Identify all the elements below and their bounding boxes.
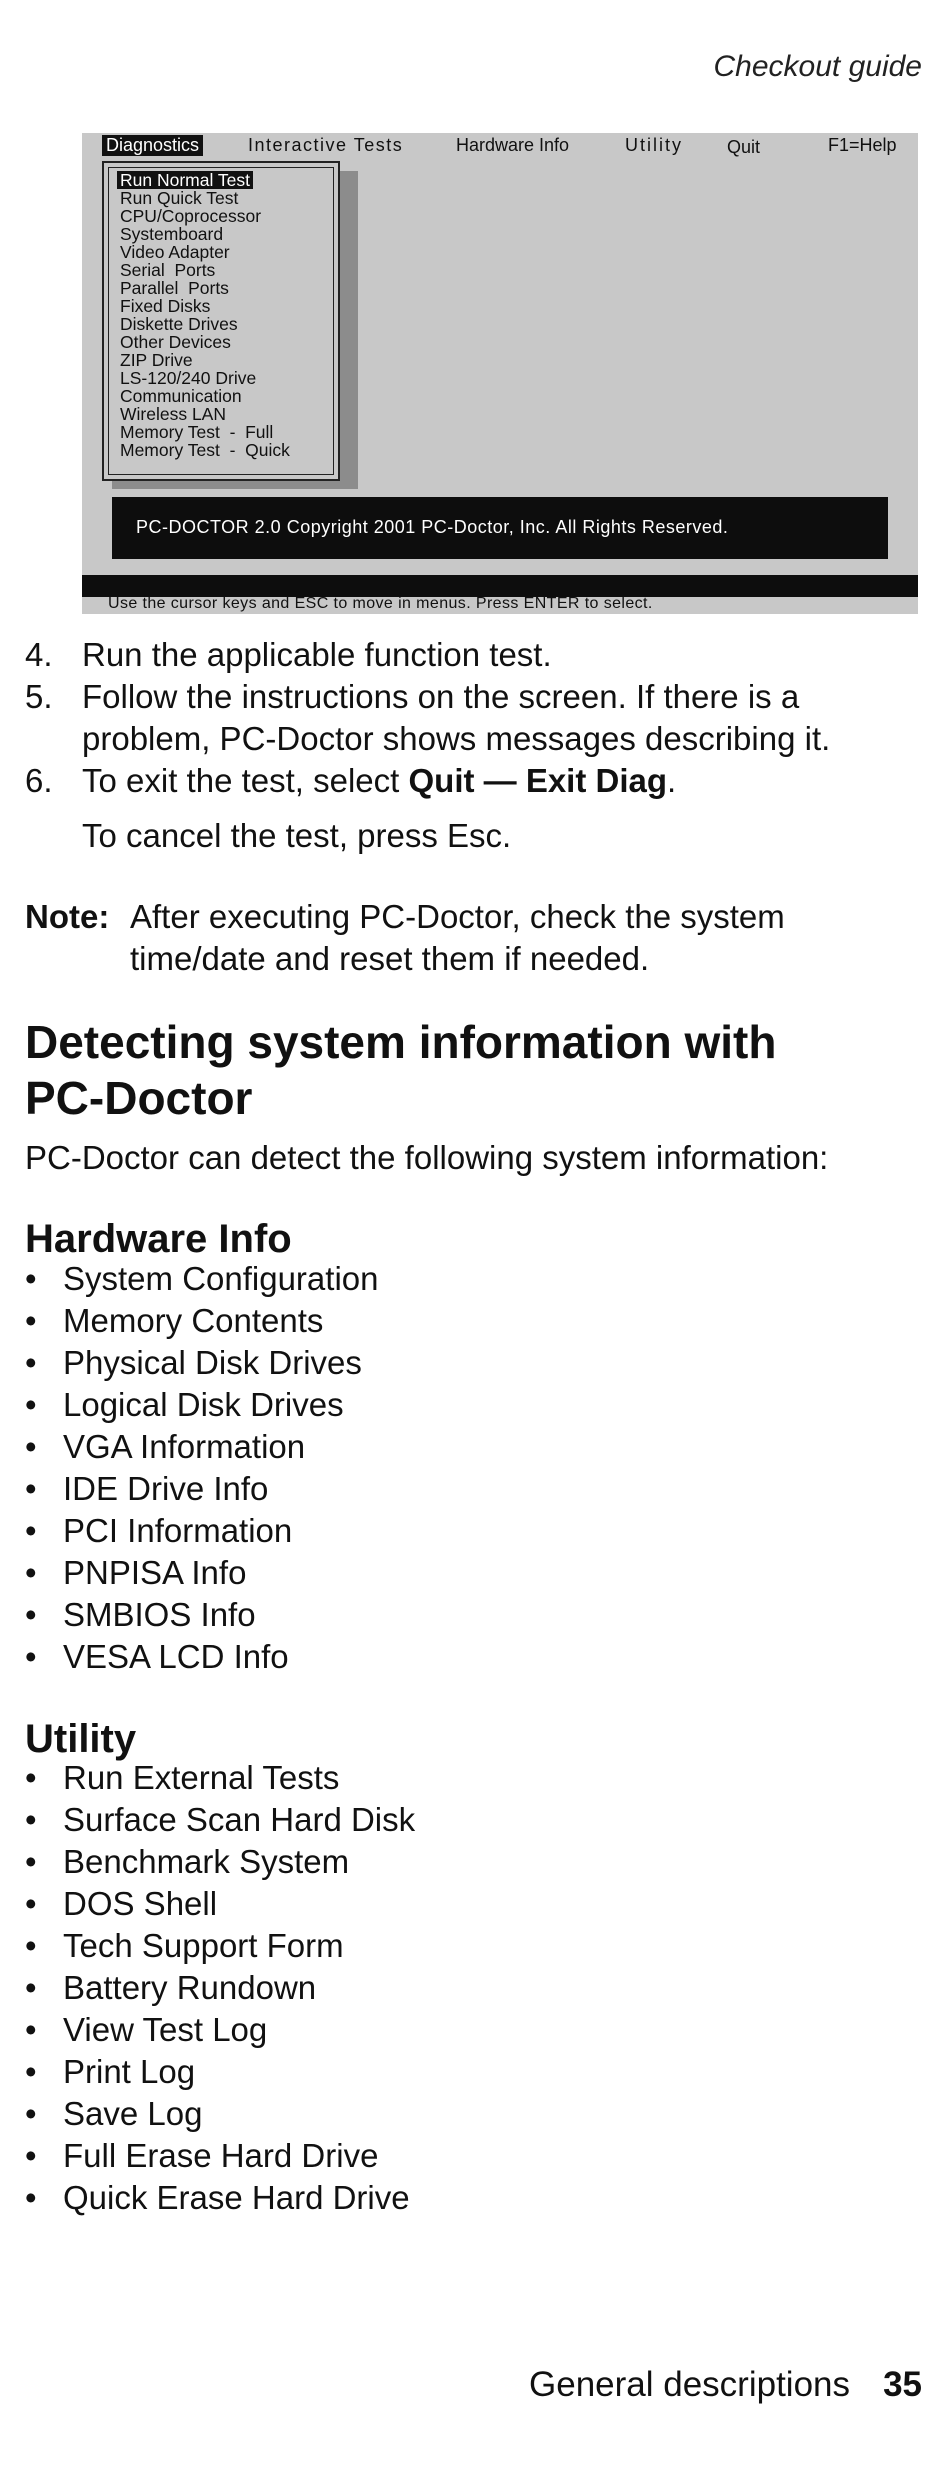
intro-text: PC-Doctor can detect the following system information: (25, 1139, 829, 1176)
section-title: PC-Doctor (25, 1072, 253, 1124)
cancel-text: To cancel the test, press Esc. (82, 817, 512, 854)
hardware-info-heading: Hardware Info (25, 1217, 292, 1261)
menu-help: F1=Help (828, 135, 897, 155)
menu-quit: Quit (727, 137, 761, 157)
copyright-banner (112, 497, 888, 559)
dropdown-item: CPU/Coprocessor (120, 206, 262, 226)
dropdown-item: Wireless LAN (120, 404, 226, 424)
step-number: 6. (25, 762, 53, 799)
menu-diagnostics: Diagnostics (102, 135, 203, 156)
dropdown-item: Run Quick Test (120, 188, 239, 208)
note-label: Note: (25, 898, 110, 935)
menu-hardware-info: Hardware Info (456, 135, 570, 155)
menu-bar (82, 133, 918, 159)
step-number: 5. (25, 678, 53, 715)
diagnostics-dropdown (102, 161, 340, 481)
manual-page: Checkout guide Diagnostics Interactive Tests Hardware Info Utility Quit F1=Help Run Normal Test Run Quick Test CPU/Coprocessor Systemboard Video Adapter Serial Ports Parallel Ports Fixed Disks Diskette Drives Other Devices ZIP Drive LS-120/240 Drive Communication Wireless LAN Memory Test - Full Memory Test - Quick PC-DOCTOR 2.0 Copyright 2001 PC-Doctor, Inc. All Rights Reserved. Use the cursor keys and ESC to move in menus. Press ENTER to select. 4. Run the applicable function test. 5. Follow the instructions on the screen. If there is a problem, PC-Doctor shows messages describing it. 6. To exit the test, select Quit — Exit Diag. To cancel the test, press Esc. Note: After executing PC-Doctor, check the system time/date and reset them if needed. Detecting system information with PC-Doctor PC-Doctor can detect the following system information: Hardware Info • System Configuration • Memory Contents • Physical Disk Drives • Logical Disk Drives • VGA Information • IDE Drive Info • PCI Information • PNPISA Info • SMBIOS Info • VESA LCD Info Utility • Run External Tests • Surface Scan Hard Disk • Benchmark System • DOS Shell • Tech Support Form • Battery Rundown • View Test Log • Print Log • Save Log • Full Erase Hard Drive • Quick Erase Hard Drive General descriptions 35 (25, 50, 922, 2404)
step-text: problem, PC-Doctor shows messages describing it. (82, 720, 831, 757)
dropdown-item: LS-120/240 Drive (120, 368, 257, 388)
note-text: After executing PC-Doctor, check the system (130, 898, 785, 935)
step-text: Follow the instructions on the screen. If there is a (82, 678, 800, 715)
menu-utility: Utility (625, 135, 683, 155)
dropdown-item: Memory Test - Full (120, 422, 274, 442)
step-text: Run the applicable function test. (82, 636, 552, 673)
dropdown-item: Systemboard (120, 224, 224, 244)
utility-heading: Utility (25, 1717, 137, 1761)
dropdown-item: Communication (120, 386, 242, 406)
dropdown-item: Fixed Disks (120, 296, 211, 316)
menu-path: Quit — Exit Diag (408, 762, 668, 799)
dropdown-item: Video Adapter (120, 242, 230, 262)
step-text: To exit the test, select Quit — Exit Diag. (82, 762, 677, 799)
dropdown-item: Memory Test - Quick (120, 440, 290, 460)
running-head: Checkout guide (713, 50, 922, 83)
dropdown-item: Other Devices (120, 332, 231, 352)
dropdown-item: Diskette Drives (120, 314, 238, 334)
screen-divider (82, 575, 918, 597)
dropdown-item-selected: Run Normal Test (117, 171, 253, 189)
note-text: time/date and reset them if needed. (130, 940, 650, 977)
copyright-text: PC-DOCTOR 2.0 Copyright 2001 PC-Doctor, Inc. All Rights Reserved. (136, 517, 729, 537)
pc-doctor-screenshot (82, 133, 918, 614)
dropdown-item: ZIP Drive (120, 350, 193, 370)
page-number: 35 (883, 2365, 922, 2404)
status-bar (82, 597, 918, 614)
footer-section: General descriptions (529, 2365, 850, 2404)
section-title: Detecting system information with (25, 1016, 777, 1068)
dropdown-item: Parallel Ports (120, 278, 229, 298)
menu-interactive-tests: Interactive Tests (248, 135, 404, 155)
step-number: 4. (25, 636, 53, 673)
dropdown-item: Serial Ports (120, 260, 216, 280)
status-text: Use the cursor keys and ESC to move in menus. Press ENTER to select. (108, 595, 653, 612)
